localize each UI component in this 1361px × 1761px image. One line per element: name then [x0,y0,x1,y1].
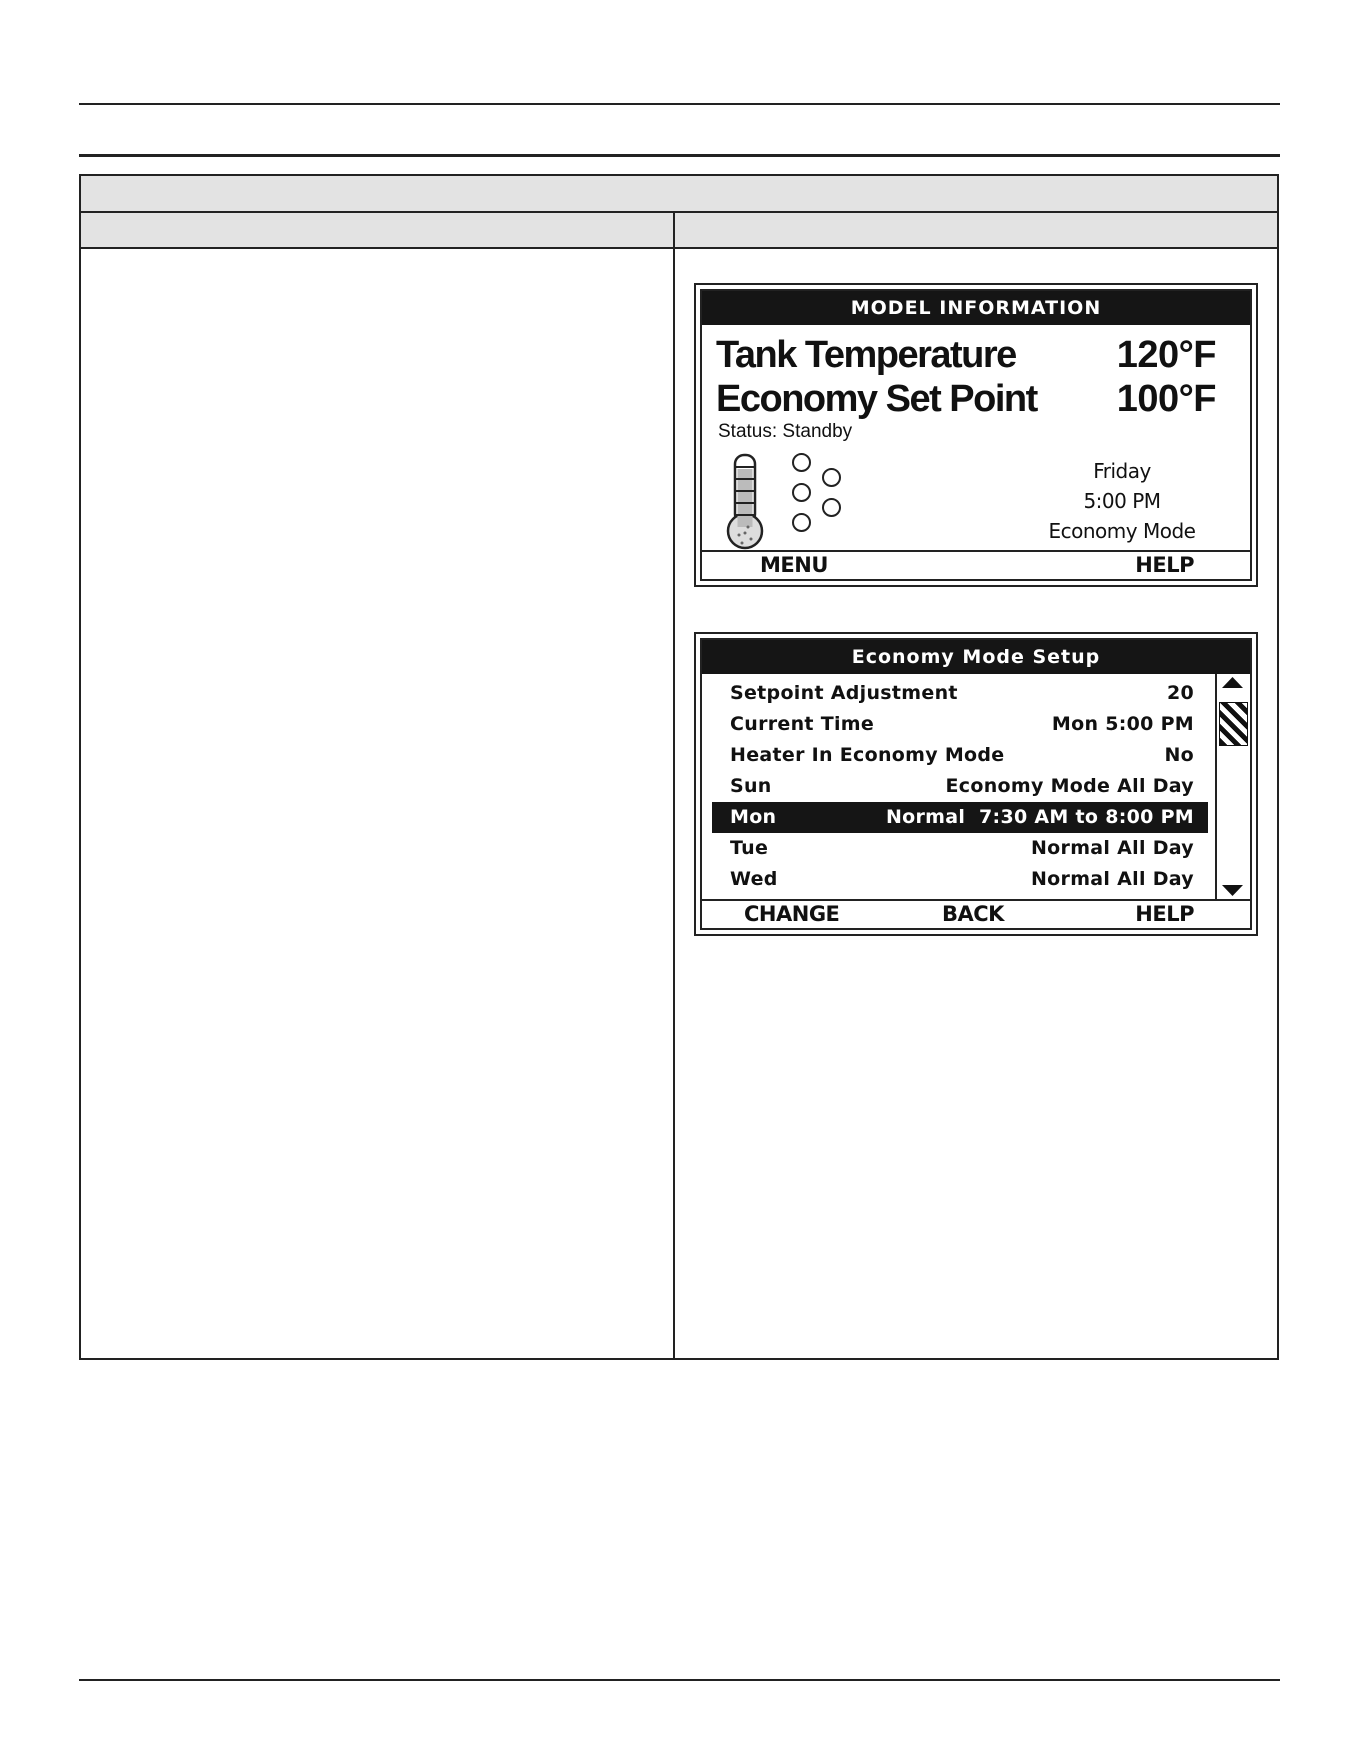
tank-temperature-value: 120°F [1116,334,1216,376]
economy-set-point-value: 100°F [1116,378,1216,420]
menu-row[interactable] [712,709,1208,740]
softkey-bar [702,550,1250,579]
column-divider [673,247,675,1358]
menu-row-value: 20 [1166,682,1194,704]
tank-temperature-row [716,333,1216,377]
header-rule-top [79,103,1280,105]
day-text: Friday [1093,459,1151,483]
menu-row-label: Mon [730,806,777,828]
menu-row-value: Economy Mode All Day [945,775,1194,797]
scroll-thumb[interactable] [1219,702,1248,746]
indicator-light-icon [822,468,841,487]
economy-set-point-label: Economy Set Point [716,378,1037,420]
menu-row[interactable] [712,864,1208,895]
thermometer-icon [724,453,766,553]
menu-row[interactable] [712,771,1208,802]
column-header-left [81,213,675,249]
scrollbar[interactable] [1215,674,1250,899]
menu-row-label: Tue [730,837,769,859]
menu-row-value: Normal All Day [1030,837,1194,859]
menu-row-label: Sun [730,775,772,797]
screen-title: Economy Mode Setup [702,640,1250,674]
table-title-bar [81,176,1277,213]
softkey-bar [702,899,1250,928]
menu-row-value: Mon 5:00 PM [1051,713,1194,735]
indicator-light-icon [822,498,841,517]
scroll-up-arrow-icon[interactable] [1221,676,1244,690]
header-rule-bottom [79,154,1280,157]
menu-row[interactable] [712,833,1208,864]
menu-row-value: Normal All Day [1030,868,1194,890]
menu-softkey[interactable]: MENU [760,553,828,577]
status-text: Status: Standby [718,421,853,442]
menu-row[interactable] [712,740,1208,771]
model-information-screen [694,283,1258,587]
lcd-display [700,289,1252,581]
footer-rule [79,1679,1280,1681]
economy-set-point-row [716,377,1216,421]
mode-text: Economy Mode [1048,519,1196,543]
help-softkey[interactable]: HELP [1135,553,1194,577]
time-text: 5:00 PM [1083,489,1161,513]
lcd-display [700,638,1252,930]
screen-title: MODEL INFORMATION [702,291,1250,325]
menu-row[interactable] [712,678,1208,709]
menu-row-label: Setpoint Adjustment [730,682,958,704]
tank-temperature-label: Tank Temperature [716,334,1016,376]
indicator-light-icon [792,513,811,532]
menu-row-selected[interactable] [712,802,1208,833]
menu-row-label: Wed [730,868,778,890]
column-header-right [675,213,1277,249]
menu-row-value: No [1164,744,1194,766]
menu-row-value: Normal 7:30 AM to 8:00 PM [885,806,1194,828]
help-softkey[interactable]: HELP [1135,902,1194,926]
scroll-down-arrow-icon[interactable] [1221,883,1244,897]
indicator-light-icon [792,453,811,472]
economy-mode-setup-screen [694,632,1258,936]
menu-row-label: Current Time [730,713,875,735]
back-softkey[interactable]: BACK [942,902,1004,926]
indicator-light-icon [792,483,811,502]
menu-row-label: Heater In Economy Mode [730,744,1005,766]
change-softkey[interactable]: CHANGE [744,902,840,926]
